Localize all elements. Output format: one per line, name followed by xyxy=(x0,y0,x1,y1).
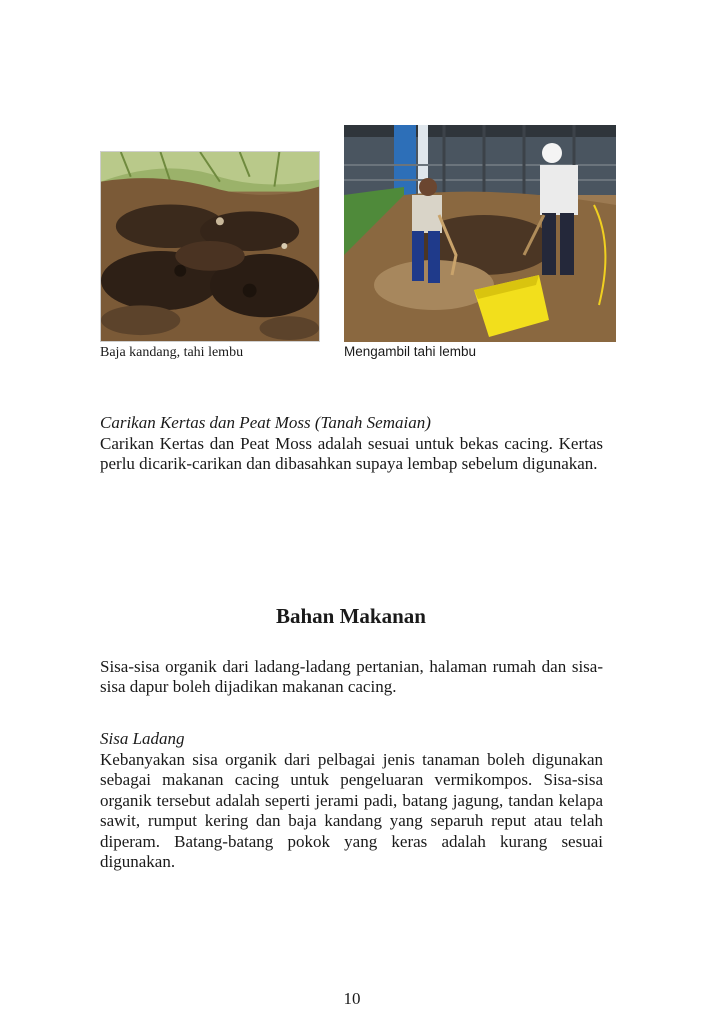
section-heading-bahan-makanan: Bahan Makanan xyxy=(276,604,426,628)
manure-pile-photo-icon xyxy=(100,151,320,342)
photo-caption-manure: Baja kandang, tahi lembu xyxy=(100,345,244,360)
page-number: 10 xyxy=(343,989,361,1008)
section-body-sisa-ladang: Kebanyakan sisa organik dari pelbagai jenis tanaman boleh digunakan sebagai makanan cacing untuk pengeluaran vermikompos. Sisa-sisa organik tersebut adalah seperti jerami padi, batang jagung, tandan kelapa sawit, rumput kering dan baja kandang yang separuh reput atau telah diperam. Batang-batang pokok yang keras adalah kurang sesuai digunakan. xyxy=(100,750,603,872)
photo-caption-workers: Mengambil tahi lembu xyxy=(344,344,477,359)
section-body-carikan: Carikan Kertas dan Peat Moss adalah sesuai untuk bekas cacing. Kertas perlu dicarik-carikan dan dibasahkan supaya lembap sebelum digunakan. xyxy=(100,434,603,474)
section-body-bahan-makanan: Sisa-sisa organik dari ladang-ladang pertanian, halaman rumah dan sisa-sisa dapur boleh dijadikan makanan cacing. xyxy=(100,657,603,697)
workers-shoveling-photo-icon xyxy=(344,125,616,342)
section-heading-carikan: Carikan Kertas dan Peat Moss (Tanah Semaian) xyxy=(100,413,431,432)
section-heading-sisa-ladang: Sisa Ladang xyxy=(100,729,185,748)
